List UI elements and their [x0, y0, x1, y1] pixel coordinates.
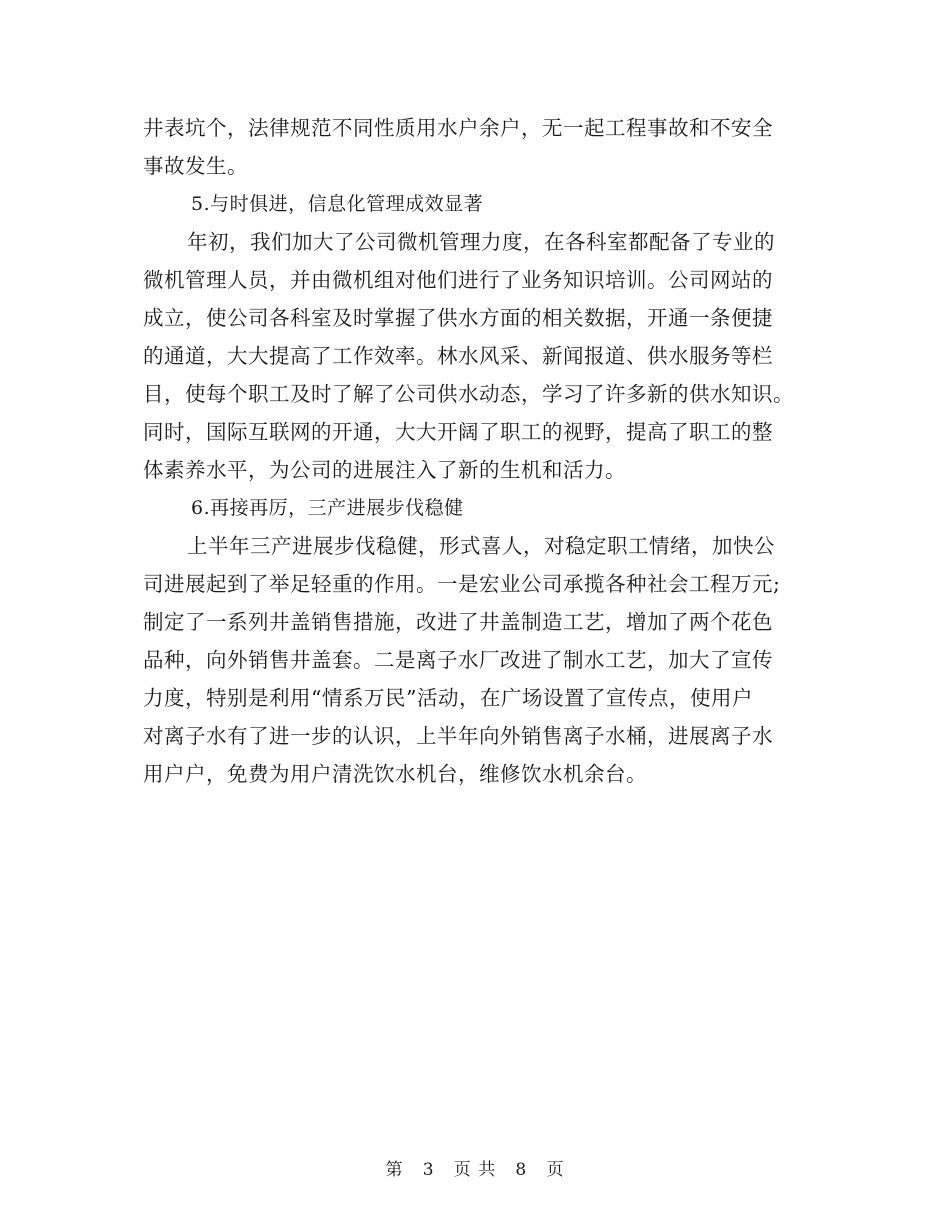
- footer-suffix: 页: [546, 1160, 565, 1180]
- paragraph-line: 司进展起到了举足轻重的作用。一是宏业公司承揽各种社会工程万元;: [143, 572, 781, 596]
- paragraph-line: 用户户，免费为用户清洗饮水机台，维修饮水机余台。: [143, 762, 647, 786]
- current-page-number: 3: [422, 1160, 435, 1180]
- paragraph-line: 体素养水平，为公司的进展注入了新的生机和活力。: [143, 458, 626, 482]
- paragraph-line: 井表坑个，法律规范不同性质用水户余户，无一起工程事故和不安全: [143, 116, 773, 140]
- paragraph-line: 同时，国际互联网的开通，大大开阔了职工的视野，提高了职工的整: [143, 420, 773, 444]
- section-heading: 6.再接再厉，三产进展步伐稳健: [191, 497, 464, 519]
- paragraph-line: 事故发生。: [143, 154, 248, 178]
- paragraph-line: 成立，使公司各科室及时掌握了供水方面的相关数据，开通一条便捷: [143, 306, 773, 330]
- paragraph-line: 力度，特别是利用“情系万民”活动，在广场设置了宣传点，使用户: [143, 686, 753, 710]
- paragraph-line: 上半年三产进展步伐稳健，形式喜人，对稳定职工情绪，加快公: [187, 534, 775, 558]
- footer-middle: 页 共: [453, 1160, 497, 1180]
- paragraph-line: 的通道，大大提高了工作效率。林水风采、新闻报道、供水服务等栏: [143, 344, 773, 368]
- section-heading: 5.与时俱进，信息化管理成效显著: [191, 193, 484, 215]
- document-body: [143, 109, 808, 793]
- footer-prefix: 第: [385, 1160, 404, 1180]
- paragraph-line: 微机管理人员，并由微机组对他们进行了业务知识培训。公司网站的: [143, 268, 773, 292]
- paragraph-line: 品种，向外销售井盖套。二是离子水厂改进了制水工艺，加大了宣传: [143, 648, 773, 672]
- paragraph-line: 制定了一系列井盖销售措施，改进了井盖制造工艺，增加了两个花色: [143, 610, 773, 634]
- total-pages-number: 8: [515, 1160, 528, 1180]
- paragraph-line: 对离子水有了进一步的认识，上半年向外销售离子水桶，进展离子水: [143, 724, 773, 748]
- paragraph-line: 年初，我们加大了公司微机管理力度，在各科室都配备了专业的: [187, 230, 775, 254]
- page-footer: [0, 1155, 950, 1180]
- paragraph-line: 目，使每个职工及时了解了公司供水动态，学习了许多新的供水知识。: [143, 382, 794, 406]
